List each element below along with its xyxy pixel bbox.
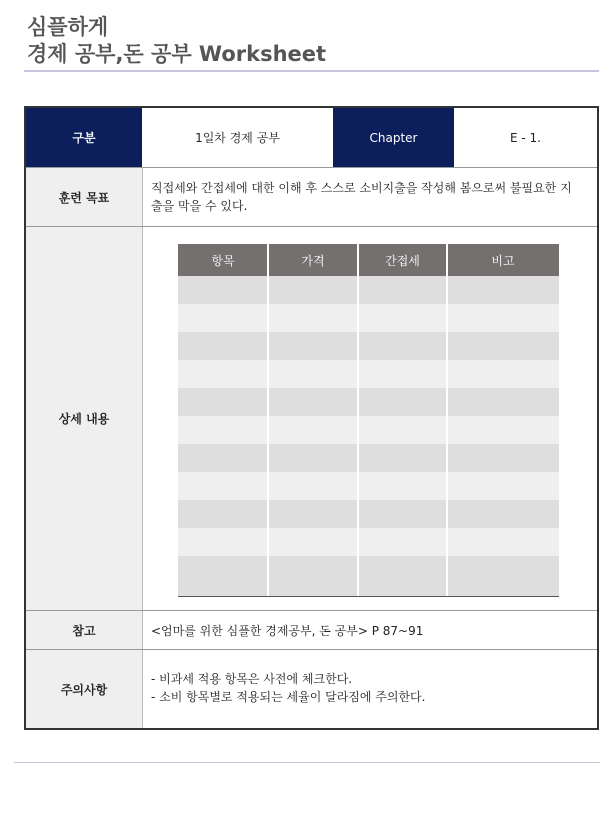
caution-item: - 비과세 적용 항목은 사전에 체크한다. xyxy=(151,672,353,686)
reference-label: 참고 xyxy=(26,611,143,649)
cautions-label: 주의사항 xyxy=(26,650,143,728)
details-label: 상세 내용 xyxy=(26,227,143,610)
expense-table xyxy=(178,244,559,597)
goal-text: 직접세와 간접세에 대한 이해 후 스스로 소비지출을 작성해 봄으로써 불필요한 지출을 막을 수 있다. xyxy=(151,181,572,213)
title-divider xyxy=(24,70,599,72)
goal-content xyxy=(143,168,597,226)
cautions-list xyxy=(151,670,425,706)
table-row xyxy=(178,388,559,416)
column-header-note: 비고 xyxy=(447,244,559,276)
details-content xyxy=(143,227,597,610)
table-row xyxy=(178,332,559,360)
goal-row xyxy=(26,168,597,226)
table-row xyxy=(178,444,559,472)
goal-label: 훈련 목표 xyxy=(26,168,143,226)
chapter-label: Chapter xyxy=(333,108,454,167)
header-row xyxy=(26,108,597,167)
details-row xyxy=(26,227,597,610)
reference-text: <엄마를 위한 심플한 경제공부, 돈 공부> P 87~91 xyxy=(151,623,424,638)
table-row xyxy=(178,500,559,528)
reference-content xyxy=(143,611,597,649)
unit-value: 1일차 경제 공부 xyxy=(142,108,334,167)
column-header-indirect-tax: 간접세 xyxy=(358,244,447,276)
title-line-1: 심플하게 xyxy=(27,15,109,39)
column-header-price: 가격 xyxy=(268,244,358,276)
cautions-row xyxy=(26,650,597,728)
reference-row xyxy=(26,611,597,649)
title-line-2: 경제 공부,돈 공부 Worksheet xyxy=(27,42,327,66)
column-divider xyxy=(357,244,359,596)
caution-item: - 소비 항목별로 적용되는 세율이 달라짐에 주의한다. xyxy=(151,690,426,704)
table-row xyxy=(178,304,559,332)
table-row xyxy=(178,416,559,444)
footer-divider xyxy=(14,762,600,763)
table-row xyxy=(178,528,559,556)
column-divider xyxy=(267,244,269,596)
column-header-item: 항목 xyxy=(178,244,268,276)
table-row xyxy=(178,472,559,500)
table-row xyxy=(178,556,559,596)
column-divider xyxy=(446,244,448,596)
cautions-content xyxy=(143,650,597,728)
worksheet-table xyxy=(24,106,599,730)
table-row xyxy=(178,276,559,304)
category-label: 구분 xyxy=(26,108,142,167)
table-row xyxy=(178,360,559,388)
chapter-value: E - 1. xyxy=(510,130,541,145)
worksheet-title xyxy=(27,14,326,68)
